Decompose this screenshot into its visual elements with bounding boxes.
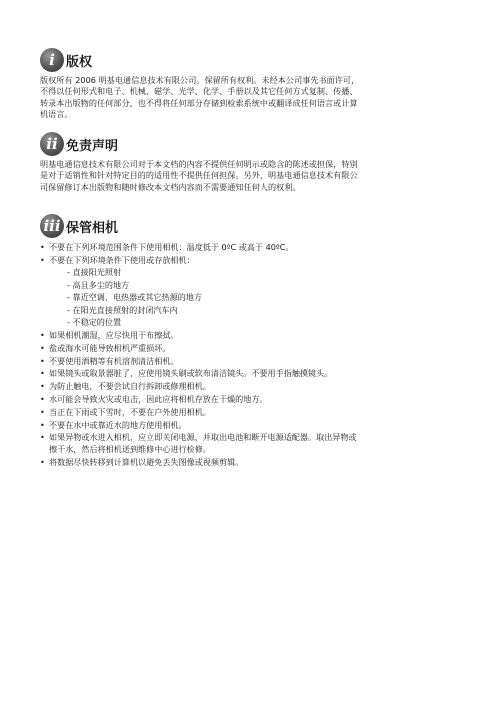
text-line: 是对于适销性和针对特定目的的适用性不提供任何担保。另外，明基电通信息技术有限公 — [40, 170, 358, 181]
sub-list-item: - 靠近空调、电热器或其它热源的地方 — [67, 292, 202, 303]
text-line: 将数据尽快转移到计算机以避免丢失图像或视频剪辑。 — [49, 456, 244, 467]
list-item — [40, 420, 450, 432]
text-line: 机语言。 — [40, 109, 73, 120]
text-line: 不要在水中或靠近水的地方使用相机。 — [49, 419, 187, 430]
section-number-badge: i — [40, 48, 64, 72]
text-line: 当正在下雨或下雪时，不要在户外使用相机。 — [49, 406, 211, 417]
text-line: 明基电通信息技术有限公司对于本文档的内容不提供任何明示或隐含的陈述或担保，特别 — [40, 159, 358, 169]
camera-care-heading — [40, 212, 450, 238]
text-line: 如果镜头或取景器脏了，应使用镜头刷或软布清洁镜头。不要用手指触摸镜头。 — [49, 368, 333, 379]
text-line: 为防止触电，不要尝试自行拆卸或修理相机。 — [49, 381, 211, 392]
bullet-dot: • — [40, 355, 45, 366]
list-item — [40, 343, 450, 355]
bullet-dot: • — [40, 394, 45, 405]
text-line: 不得以任何形式和电子、机械、磁学、光学、化学、手册以及其它任何方式复制、传播、 — [40, 86, 358, 97]
bullet-dot: • — [40, 406, 45, 417]
list-item — [40, 457, 450, 469]
copyright-heading — [40, 46, 450, 72]
section-title: 保管相机 — [66, 221, 119, 236]
disclaimer-heading — [40, 130, 450, 156]
bullet-dot: • — [40, 456, 45, 467]
section-number-badge: ii — [40, 132, 64, 156]
text-line: 不要在下列环境条件下使用或存放相机： — [49, 254, 195, 265]
bullet-dot: • — [40, 242, 45, 252]
text-line: 盐或海水可能导致相机严重损坏。 — [49, 342, 171, 353]
text-line: 版权所有 2006 明基电通信息技术有限公司。保留所有权利。未经本公司事先书面许可， — [40, 75, 360, 85]
sub-list-item: - 高且多尘的地方 — [67, 279, 130, 290]
list-item — [40, 394, 450, 406]
disclaimer-text — [40, 159, 450, 193]
text-line: 水可能会导致火灾或电击，因此应将相机存放在干燥的地方。 — [49, 394, 268, 405]
list-item — [40, 242, 450, 254]
disclaimer-section — [40, 130, 450, 193]
camera-care-list — [40, 242, 450, 468]
section-title: 免责声明 — [66, 139, 119, 154]
text-line: 不要使用酒精等有机溶剂清洁相机。 — [49, 355, 179, 366]
bullet-dot: • — [40, 342, 45, 353]
camera-care-section — [40, 212, 450, 470]
text-line: 不要在下列环境范围条件下使用相机：温度低于 0ºC 或高于 40ºC。 — [49, 242, 294, 252]
sub-list-item: - 在阳光直接照射的封闭汽车内 — [67, 304, 178, 315]
section-number-badge: iii — [40, 214, 64, 238]
sub-list-item: - 直接阳光照射 — [67, 267, 122, 278]
list-item — [40, 432, 450, 455]
copyright-section — [40, 46, 450, 121]
bullet-dot: • — [40, 432, 45, 443]
copyright-text — [40, 75, 450, 121]
text-line: 如果异物或水进入相机，应立即关闭电源，并取出电池和断开电源适配器。取出异物或 — [49, 432, 357, 443]
bullet-dot: • — [40, 254, 45, 265]
list-item — [40, 255, 450, 328]
bullet-dot: • — [40, 368, 45, 379]
list-item — [40, 407, 450, 419]
sub-list-item: - 不稳定的位置 — [67, 316, 122, 327]
list-item — [40, 356, 450, 368]
text-line: 如果相机潮湿，应尽快用干布擦拭。 — [49, 330, 179, 341]
text-line: 转录本出版物的任何部分，也不得将任何部分存储到检索系统中或翻译成任何语言或计算 — [40, 97, 358, 108]
list-item — [40, 368, 450, 380]
text-line: 擦干水，然后将相机送到维修中心进行检修。 — [49, 443, 211, 454]
section-title: 版权 — [66, 55, 93, 70]
list-item — [40, 330, 450, 342]
text-line: 司保留修订本出版物和随时修改本文档内容而不需要通知任何人的权利。 — [40, 181, 301, 192]
list-item — [40, 381, 450, 393]
environment-sublist — [49, 267, 450, 328]
bullet-dot: • — [40, 381, 45, 392]
bullet-dot: • — [40, 419, 45, 430]
bullet-dot: • — [40, 330, 45, 341]
